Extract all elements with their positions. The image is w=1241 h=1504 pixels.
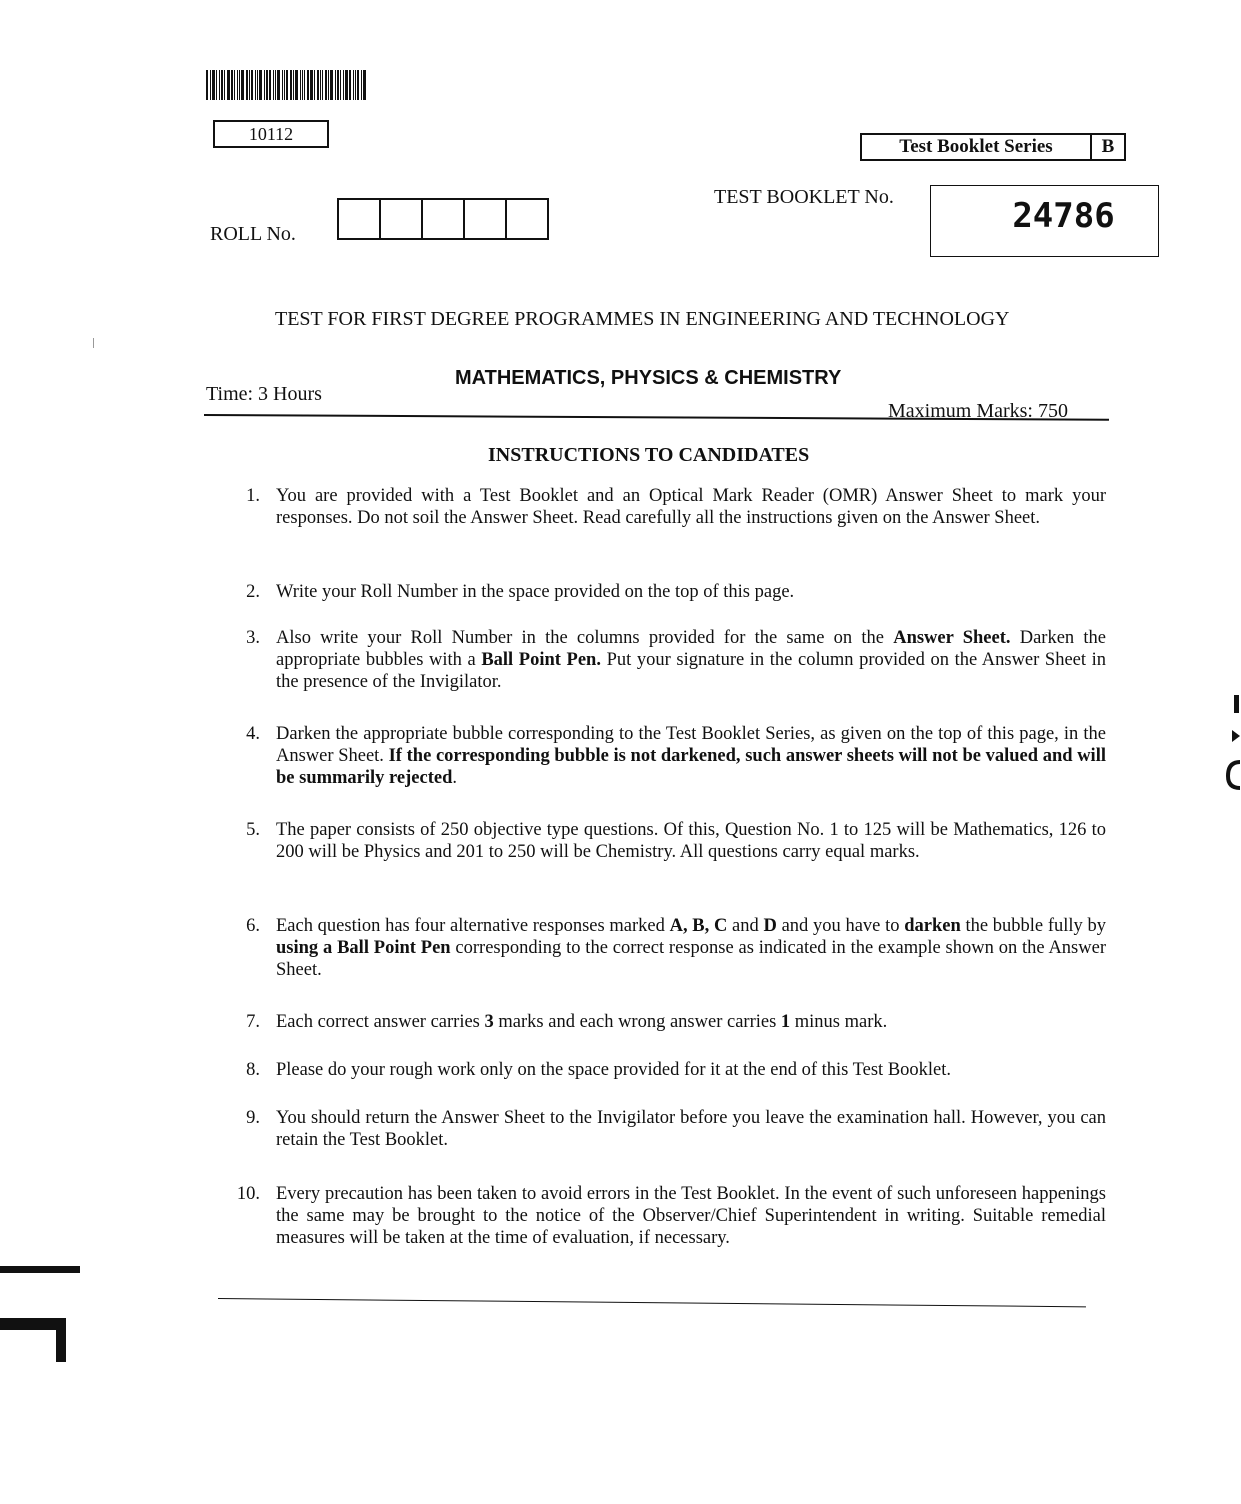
instruction-text: Write your Roll Number in the space provided on the top of this page. — [276, 582, 795, 602]
barcode-bar — [349, 70, 351, 100]
barcode-bar — [234, 70, 235, 100]
instruction-number: 3. — [246, 628, 260, 648]
barcode-bar — [328, 70, 329, 100]
barcode-bar — [219, 70, 220, 100]
instruction-number: 5. — [246, 820, 260, 840]
barcode-bar — [357, 70, 359, 100]
barcode-bar — [224, 70, 225, 100]
barcode-bar — [295, 70, 298, 100]
instruction-number: 6. — [246, 916, 260, 936]
barcode-bar — [257, 70, 258, 100]
roll-number-label: ROLL No. — [210, 223, 296, 245]
barcode-bar — [345, 70, 348, 100]
barcode-bar — [239, 70, 240, 100]
barcode-bar — [282, 70, 283, 100]
instruction-text: Each question has four alternative responses marked A, B, C and D and you have to darken the bubble fully by using a Ball Point Pen corresponding to the correct response as indicated in the example shown on the Answer Sheet. — [276, 916, 1106, 980]
series-value: B — [1090, 135, 1124, 159]
barcode-bar — [293, 70, 294, 100]
instruction-text: You should return the Answer Sheet to the Invigilator before you leave the examination hall. However, you can retain the Test Booklet. — [276, 1108, 1106, 1150]
barcode-bar — [212, 70, 215, 100]
barcode-icon — [206, 70, 384, 100]
barcode-bar — [361, 70, 362, 100]
barcode-bar — [310, 70, 313, 100]
instruction-text: The paper consists of 250 objective type questions. Of this, Question No. 1 to 125 will be Mathematics, 126 to 200 will be Physics and 201 to 250 will be Chemistry. All questions carry equal marks. — [276, 820, 1106, 862]
roll-digit-cell[interactable] — [463, 200, 505, 238]
barcode-bar — [317, 70, 319, 100]
barcode-bar — [343, 70, 344, 100]
barcode-bar — [302, 70, 303, 100]
roll-digit-cell[interactable] — [421, 200, 463, 238]
barcode-bar — [266, 70, 268, 100]
code-number-box: 10112 — [213, 120, 329, 148]
instructions-heading: INSTRUCTIONS TO CANDIDATES — [488, 444, 810, 466]
barcode-bar — [255, 70, 256, 100]
roll-number-field[interactable] — [337, 198, 549, 240]
instruction-number: 8. — [246, 1060, 260, 1080]
barcode-bar — [206, 70, 208, 100]
instruction-number: 1. — [246, 486, 260, 506]
barcode-bar — [320, 70, 321, 100]
barcode-bar — [241, 70, 244, 100]
instruction-number: 9. — [246, 1108, 260, 1128]
barcode-bar — [322, 70, 323, 100]
barcode-bar — [307, 70, 309, 100]
barcode-bar — [363, 70, 366, 100]
edge-cropped-mark — [1226, 690, 1241, 800]
barcode-bar — [286, 70, 288, 100]
barcode-bar — [284, 70, 285, 100]
roll-digit-cell[interactable] — [339, 200, 379, 238]
barcode-bar — [300, 70, 301, 100]
barcode-bar — [227, 70, 230, 100]
barcode-bar — [337, 70, 339, 100]
barcode-bar — [340, 70, 341, 100]
exam-duration: Time: 3 Hours — [206, 383, 322, 405]
barcode-bar — [290, 70, 292, 100]
barcode-bar — [264, 70, 265, 100]
barcode-bar — [221, 70, 223, 100]
barcode-bar — [273, 70, 274, 100]
booklet-number-label: TEST BOOKLET No. — [714, 186, 894, 208]
series-label: Test Booklet Series — [899, 136, 1053, 157]
registration-mark — [56, 1318, 66, 1362]
scan-artifact — [93, 338, 94, 348]
barcode-bar — [246, 70, 248, 100]
barcode-bar — [251, 70, 253, 100]
barcode-bar — [277, 70, 280, 100]
instruction-text: Each correct answer carries 3 marks and each wrong answer carries 1 minus mark. — [276, 1012, 888, 1032]
instruction-text: Please do your rough work only on the space provided for it at the end of this Test Booklet. — [276, 1060, 952, 1080]
barcode-bar — [249, 70, 250, 100]
barcode-bar — [355, 70, 356, 100]
barcode-bar — [210, 70, 211, 100]
booklet-number-value: 24786 — [1012, 196, 1115, 236]
barcode-bar — [335, 70, 336, 100]
footer-divider — [218, 1298, 1086, 1307]
barcode-bar — [237, 70, 238, 100]
exam-max-marks: Maximum Marks: 750 — [888, 400, 1068, 422]
instruction-number: 7. — [246, 1012, 260, 1032]
registration-mark — [0, 1266, 80, 1273]
exam-subject: MATHEMATICS, PHYSICS & CHEMISTRY — [455, 367, 842, 389]
barcode-bar — [314, 70, 315, 100]
roll-digit-cell[interactable] — [505, 200, 547, 238]
instruction-text: Every precaution has been taken to avoid errors in the Test Booklet. In the event of such unforeseen happenings the same may be brought to the notice of the Observer/Chief Superintendent in writing. Suitable remedial measures will be taken at the time of evaluation, if necessary. — [276, 1184, 1106, 1248]
barcode-bar — [353, 70, 354, 100]
barcode-bar — [231, 70, 233, 100]
instruction-text: Also write your Roll Number in the columns provided for the same on the Answer Sheet. Darken the appropriate bubbles with a Ball Point Pen. Put your signature in the column provided on the Answer Sheet in the presence of the Invigilator. — [276, 628, 1107, 692]
barcode-bar — [269, 70, 271, 100]
test-booklet-series-box — [860, 133, 1126, 161]
instruction-number: 4. — [246, 724, 260, 744]
instruction-text: Darken the appropriate bubble corresponding to the Test Booklet Series, as given on the top of this page, in the Answer Sheet. If the corresponding bubble is not darkened, such answer sheets will not be valued and will be summarily rejected. — [276, 724, 1106, 788]
barcode-bar — [259, 70, 262, 100]
barcode-bar — [304, 70, 305, 100]
instruction-text: You are provided with a Test Booklet and an Optical Mark Reader (OMR) Answer Sheet to mark your responses. Do not soil the Answer Sheet. Read carefully all the instructions given on the Answer Sheet. — [276, 486, 1106, 528]
roll-digit-cell[interactable] — [379, 200, 421, 238]
instruction-number: 10. — [236, 1184, 260, 1204]
barcode-bar — [216, 70, 217, 100]
exam-title: TEST FOR FIRST DEGREE PROGRAMMES IN ENGINEERING AND TECHNOLOGY — [275, 308, 1010, 330]
barcode-bar — [330, 70, 333, 100]
booklet-number-box — [930, 185, 1159, 257]
instruction-number: 2. — [246, 582, 260, 602]
barcode-bar — [325, 70, 327, 100]
barcode-bar — [275, 70, 276, 100]
